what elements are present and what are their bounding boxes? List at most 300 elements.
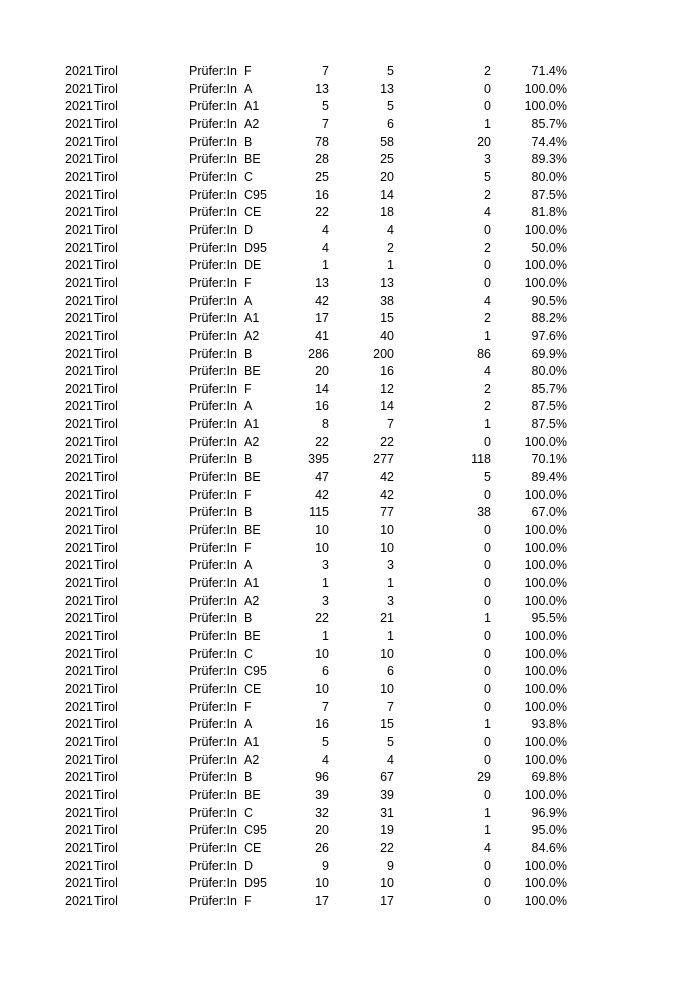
failed-count-cell: 86 (477, 346, 491, 361)
license-class-cell: BE (244, 787, 261, 802)
region-cell: Tirol (94, 169, 118, 184)
role-cell: Prüfer:In (189, 134, 237, 149)
year-cell: 2021 (65, 417, 93, 432)
role-cell: Prüfer:In (189, 664, 237, 679)
year-cell: 2021 (65, 858, 93, 873)
total-count-cell: 96 (315, 770, 329, 785)
table-row (0, 840, 700, 858)
region-cell: Tirol (94, 593, 118, 608)
region-cell: Tirol (94, 699, 118, 714)
role-cell: Prüfer:In (189, 540, 237, 555)
year-cell: 2021 (65, 752, 93, 767)
table-row (0, 151, 700, 169)
region-cell: Tirol (94, 752, 118, 767)
pass-rate-cell: 85.7% (531, 116, 567, 131)
passed-count-cell: 5 (387, 734, 394, 749)
failed-count-cell: 2 (484, 64, 491, 78)
role-cell: Prüfer:In (189, 293, 237, 308)
license-class-cell: C (244, 169, 254, 184)
year-cell: 2021 (65, 646, 93, 661)
passed-count-cell: 7 (387, 417, 394, 432)
license-class-cell: B (244, 611, 253, 626)
total-count-cell: 16 (315, 717, 329, 732)
year-cell: 2021 (65, 222, 93, 237)
failed-count-cell: 2 (484, 399, 491, 414)
failed-count-cell: 4 (484, 293, 491, 308)
failed-count-cell: 20 (477, 134, 491, 149)
license-class-cell: F (244, 64, 252, 78)
pass-rate-cell: 100.0% (524, 734, 567, 749)
failed-count-cell: 0 (484, 222, 491, 237)
total-count-cell: 17 (315, 311, 329, 326)
passed-count-cell: 13 (380, 275, 394, 290)
pass-rate-cell: 100.0% (524, 576, 567, 591)
pass-rate-cell: 67.0% (531, 505, 567, 520)
license-class-cell: B (244, 452, 253, 467)
region-cell: Tirol (94, 893, 118, 908)
pass-rate-cell: 80.0% (531, 364, 567, 379)
region-cell: Tirol (94, 487, 118, 502)
year-cell: 2021 (65, 116, 93, 131)
total-count-cell: 4 (322, 222, 329, 237)
total-count-cell: 22 (315, 611, 329, 626)
role-cell: Prüfer:In (189, 434, 237, 449)
table-row (0, 575, 700, 593)
year-cell: 2021 (65, 770, 93, 785)
total-count-cell: 7 (322, 116, 329, 131)
role-cell: Prüfer:In (189, 840, 237, 855)
table-row (0, 451, 700, 469)
total-count-cell: 39 (315, 787, 329, 802)
total-count-cell: 22 (315, 205, 329, 220)
license-class-cell: F (244, 275, 252, 290)
failed-count-cell: 2 (484, 187, 491, 202)
license-class-cell: BE (244, 152, 261, 167)
year-cell: 2021 (65, 717, 93, 732)
passed-count-cell: 10 (380, 540, 394, 555)
year-cell: 2021 (65, 240, 93, 255)
role-cell: Prüfer:In (189, 681, 237, 696)
failed-count-cell: 0 (484, 734, 491, 749)
region-cell: Tirol (94, 275, 118, 290)
license-class-cell: F (244, 699, 252, 714)
year-cell: 2021 (65, 134, 93, 149)
role-cell: Prüfer:In (189, 505, 237, 520)
role-cell: Prüfer:In (189, 858, 237, 873)
table-row (0, 187, 700, 205)
failed-count-cell: 0 (484, 752, 491, 767)
passed-count-cell: 4 (387, 222, 394, 237)
total-count-cell: 32 (315, 805, 329, 820)
year-cell: 2021 (65, 523, 93, 538)
passed-count-cell: 13 (380, 81, 394, 96)
region-cell: Tirol (94, 434, 118, 449)
role-cell: Prüfer:In (189, 576, 237, 591)
year-cell: 2021 (65, 681, 93, 696)
role-cell: Prüfer:In (189, 487, 237, 502)
role-cell: Prüfer:In (189, 470, 237, 485)
failed-count-cell: 0 (484, 681, 491, 696)
data-sheet (0, 63, 700, 911)
license-class-cell: A1 (244, 734, 260, 749)
passed-count-cell: 22 (380, 434, 394, 449)
passed-count-cell: 40 (380, 328, 394, 343)
table-row (0, 328, 700, 346)
failed-count-cell: 1 (484, 116, 491, 131)
passed-count-cell: 1 (387, 576, 394, 591)
total-count-cell: 13 (315, 275, 329, 290)
role-cell: Prüfer:In (189, 823, 237, 838)
region-cell: Tirol (94, 452, 118, 467)
pass-rate-cell: 100.0% (524, 787, 567, 802)
total-count-cell: 7 (322, 64, 329, 78)
table-row (0, 663, 700, 681)
total-count-cell: 10 (315, 876, 329, 891)
pass-rate-cell: 80.0% (531, 169, 567, 184)
total-count-cell: 16 (315, 187, 329, 202)
pass-rate-cell: 100.0% (524, 629, 567, 643)
license-class-cell: A1 (244, 417, 260, 432)
role-cell: Prüfer:In (189, 629, 237, 643)
year-cell: 2021 (65, 734, 93, 749)
total-count-cell: 42 (315, 487, 329, 502)
role-cell: Prüfer:In (189, 876, 237, 891)
role-cell: Prüfer:In (189, 893, 237, 908)
year-cell: 2021 (65, 840, 93, 855)
table-row (0, 716, 700, 734)
year-cell: 2021 (65, 205, 93, 220)
table-row (0, 628, 700, 646)
table-row (0, 752, 700, 770)
passed-count-cell: 38 (380, 293, 394, 308)
passed-count-cell: 58 (380, 134, 394, 149)
pass-rate-cell: 85.7% (531, 381, 567, 396)
total-count-cell: 20 (315, 823, 329, 838)
license-class-cell: C (244, 646, 254, 661)
pass-rate-cell: 100.0% (524, 258, 567, 273)
role-cell: Prüfer:In (189, 258, 237, 273)
pass-rate-cell: 100.0% (524, 893, 567, 908)
table-row (0, 822, 700, 840)
year-cell: 2021 (65, 876, 93, 891)
passed-count-cell: 18 (380, 205, 394, 220)
total-count-cell: 14 (315, 381, 329, 396)
passed-count-cell: 2 (387, 240, 394, 255)
region-cell: Tirol (94, 99, 118, 114)
table-row (0, 487, 700, 505)
region-cell: Tirol (94, 540, 118, 555)
table-row (0, 134, 700, 152)
table-row (0, 681, 700, 699)
table-row (0, 646, 700, 664)
license-class-cell: BE (244, 629, 261, 643)
table-row (0, 169, 700, 187)
table-row (0, 504, 700, 522)
failed-count-cell: 0 (484, 646, 491, 661)
table-row (0, 540, 700, 558)
region-cell: Tirol (94, 646, 118, 661)
total-count-cell: 1 (322, 258, 329, 273)
total-count-cell: 26 (315, 840, 329, 855)
role-cell: Prüfer:In (189, 311, 237, 326)
total-count-cell: 25 (315, 169, 329, 184)
failed-count-cell: 0 (484, 523, 491, 538)
total-count-cell: 5 (322, 734, 329, 749)
region-cell: Tirol (94, 311, 118, 326)
table-row (0, 381, 700, 399)
total-count-cell: 9 (322, 858, 329, 873)
pass-rate-cell: 88.2% (531, 311, 567, 326)
failed-count-cell: 1 (484, 611, 491, 626)
pass-rate-cell: 100.0% (524, 699, 567, 714)
pass-rate-cell: 87.5% (531, 417, 567, 432)
role-cell: Prüfer:In (189, 699, 237, 714)
table-row (0, 434, 700, 452)
passed-count-cell: 10 (380, 523, 394, 538)
year-cell: 2021 (65, 399, 93, 414)
table-row (0, 275, 700, 293)
failed-count-cell: 29 (477, 770, 491, 785)
failed-count-cell: 1 (484, 823, 491, 838)
region-cell: Tirol (94, 576, 118, 591)
pass-rate-cell: 90.5% (531, 293, 567, 308)
passed-count-cell: 42 (380, 487, 394, 502)
year-cell: 2021 (65, 787, 93, 802)
pass-rate-cell: 100.0% (524, 752, 567, 767)
failed-count-cell: 1 (484, 417, 491, 432)
table-row (0, 593, 700, 611)
role-cell: Prüfer:In (189, 328, 237, 343)
total-count-cell: 3 (322, 593, 329, 608)
region-cell: Tirol (94, 364, 118, 379)
license-class-cell: CE (244, 205, 262, 220)
passed-count-cell: 4 (387, 752, 394, 767)
role-cell: Prüfer:In (189, 787, 237, 802)
table-row (0, 557, 700, 575)
table-row (0, 116, 700, 134)
failed-count-cell: 0 (484, 81, 491, 96)
total-count-cell: 16 (315, 399, 329, 414)
passed-count-cell: 25 (380, 152, 394, 167)
year-cell: 2021 (65, 81, 93, 96)
failed-count-cell: 2 (484, 311, 491, 326)
license-class-cell: B (244, 770, 253, 785)
year-cell: 2021 (65, 381, 93, 396)
year-cell: 2021 (65, 611, 93, 626)
failed-count-cell: 0 (484, 558, 491, 573)
pass-rate-cell: 100.0% (524, 593, 567, 608)
table-row (0, 310, 700, 328)
pass-rate-cell: 100.0% (524, 858, 567, 873)
table-row (0, 416, 700, 434)
failed-count-cell: 38 (477, 505, 491, 520)
failed-count-cell: 0 (484, 540, 491, 555)
pass-rate-cell: 100.0% (524, 222, 567, 237)
role-cell: Prüfer:In (189, 116, 237, 131)
passed-count-cell: 16 (380, 364, 394, 379)
year-cell: 2021 (65, 558, 93, 573)
failed-count-cell: 0 (484, 629, 491, 643)
year-cell: 2021 (65, 893, 93, 908)
total-count-cell: 42 (315, 293, 329, 308)
total-count-cell: 10 (315, 646, 329, 661)
pass-rate-cell: 50.0% (531, 240, 567, 255)
table-row (0, 875, 700, 893)
region-cell: Tirol (94, 187, 118, 202)
license-class-cell: B (244, 505, 253, 520)
region-cell: Tirol (94, 417, 118, 432)
license-class-cell: A (244, 717, 253, 732)
total-count-cell: 4 (322, 240, 329, 255)
year-cell: 2021 (65, 328, 93, 343)
passed-count-cell: 19 (380, 823, 394, 838)
role-cell: Prüfer:In (189, 734, 237, 749)
passed-count-cell: 200 (373, 346, 394, 361)
license-class-cell: A (244, 293, 253, 308)
passed-count-cell: 3 (387, 593, 394, 608)
role-cell: Prüfer:In (189, 417, 237, 432)
role-cell: Prüfer:In (189, 275, 237, 290)
region-cell: Tirol (94, 240, 118, 255)
license-class-cell: D (244, 222, 254, 237)
passed-count-cell: 15 (380, 311, 394, 326)
table-row (0, 787, 700, 805)
passed-count-cell: 7 (387, 699, 394, 714)
license-class-cell: F (244, 381, 252, 396)
passed-count-cell: 10 (380, 681, 394, 696)
region-cell: Tirol (94, 293, 118, 308)
license-class-cell: C95 (244, 664, 267, 679)
failed-count-cell: 0 (484, 487, 491, 502)
year-cell: 2021 (65, 629, 93, 643)
table-row (0, 893, 700, 911)
pass-rate-cell: 100.0% (524, 681, 567, 696)
failed-count-cell: 1 (484, 717, 491, 732)
total-count-cell: 10 (315, 523, 329, 538)
year-cell: 2021 (65, 470, 93, 485)
role-cell: Prüfer:In (189, 364, 237, 379)
pass-rate-cell: 89.3% (531, 152, 567, 167)
table-row (0, 699, 700, 717)
year-cell: 2021 (65, 169, 93, 184)
total-count-cell: 20 (315, 364, 329, 379)
failed-count-cell: 1 (484, 328, 491, 343)
year-cell: 2021 (65, 487, 93, 502)
region-cell: Tirol (94, 823, 118, 838)
region-cell: Tirol (94, 840, 118, 855)
total-count-cell: 7 (322, 699, 329, 714)
year-cell: 2021 (65, 505, 93, 520)
role-cell: Prüfer:In (189, 717, 237, 732)
role-cell: Prüfer:In (189, 169, 237, 184)
role-cell: Prüfer:In (189, 452, 237, 467)
total-count-cell: 10 (315, 681, 329, 696)
total-count-cell: 1 (322, 629, 329, 643)
failed-count-cell: 0 (484, 99, 491, 114)
role-cell: Prüfer:In (189, 152, 237, 167)
failed-count-cell: 5 (484, 470, 491, 485)
total-count-cell: 78 (315, 134, 329, 149)
region-cell: Tirol (94, 81, 118, 96)
pass-rate-cell: 87.5% (531, 399, 567, 414)
failed-count-cell: 0 (484, 258, 491, 273)
total-count-cell: 10 (315, 540, 329, 555)
year-cell: 2021 (65, 64, 93, 78)
total-count-cell: 8 (322, 417, 329, 432)
pass-rate-cell: 100.0% (524, 646, 567, 661)
failed-count-cell: 1 (484, 805, 491, 820)
license-class-cell: C95 (244, 187, 267, 202)
passed-count-cell: 14 (380, 187, 394, 202)
year-cell: 2021 (65, 664, 93, 679)
region-cell: Tirol (94, 681, 118, 696)
failed-count-cell: 5 (484, 169, 491, 184)
role-cell: Prüfer:In (189, 646, 237, 661)
passed-count-cell: 21 (380, 611, 394, 626)
total-count-cell: 115 (309, 505, 329, 520)
year-cell: 2021 (65, 699, 93, 714)
failed-count-cell: 2 (484, 240, 491, 255)
passed-count-cell: 3 (387, 558, 394, 573)
pass-rate-cell: 100.0% (524, 523, 567, 538)
year-cell: 2021 (65, 434, 93, 449)
total-count-cell: 286 (308, 346, 329, 361)
table-row (0, 293, 700, 311)
pass-rate-cell: 97.6% (531, 328, 567, 343)
region-cell: Tirol (94, 205, 118, 220)
passed-count-cell: 17 (380, 893, 394, 908)
region-cell: Tirol (94, 876, 118, 891)
pass-rate-cell: 69.8% (531, 770, 567, 785)
table-row (0, 610, 700, 628)
year-cell: 2021 (65, 364, 93, 379)
year-cell: 2021 (65, 311, 93, 326)
failed-count-cell: 0 (484, 876, 491, 891)
license-class-cell: BE (244, 523, 261, 538)
pass-rate-cell: 100.0% (524, 540, 567, 555)
license-class-cell: A2 (244, 434, 260, 449)
region-cell: Tirol (94, 805, 118, 820)
failed-count-cell: 118 (471, 452, 491, 467)
year-cell: 2021 (65, 275, 93, 290)
license-class-cell: C95 (244, 823, 267, 838)
total-count-cell: 4 (322, 752, 329, 767)
role-cell: Prüfer:In (189, 346, 237, 361)
pass-rate-cell: 95.0% (531, 823, 567, 838)
table-row (0, 240, 700, 258)
table-row (0, 204, 700, 222)
pass-rate-cell: 100.0% (524, 434, 567, 449)
license-class-cell: A (244, 81, 253, 96)
license-class-cell: F (244, 487, 252, 502)
role-cell: Prüfer:In (189, 81, 237, 96)
total-count-cell: 3 (322, 558, 329, 573)
role-cell: Prüfer:In (189, 205, 237, 220)
passed-count-cell: 12 (380, 381, 394, 396)
passed-count-cell: 6 (387, 664, 394, 679)
region-cell: Tirol (94, 664, 118, 679)
role-cell: Prüfer:In (189, 381, 237, 396)
year-cell: 2021 (65, 576, 93, 591)
region-cell: Tirol (94, 858, 118, 873)
year-cell: 2021 (65, 823, 93, 838)
table-row (0, 363, 700, 381)
table-row (0, 858, 700, 876)
passed-count-cell: 10 (380, 646, 394, 661)
passed-count-cell: 20 (380, 169, 394, 184)
table-row (0, 98, 700, 116)
license-class-cell: BE (244, 364, 261, 379)
